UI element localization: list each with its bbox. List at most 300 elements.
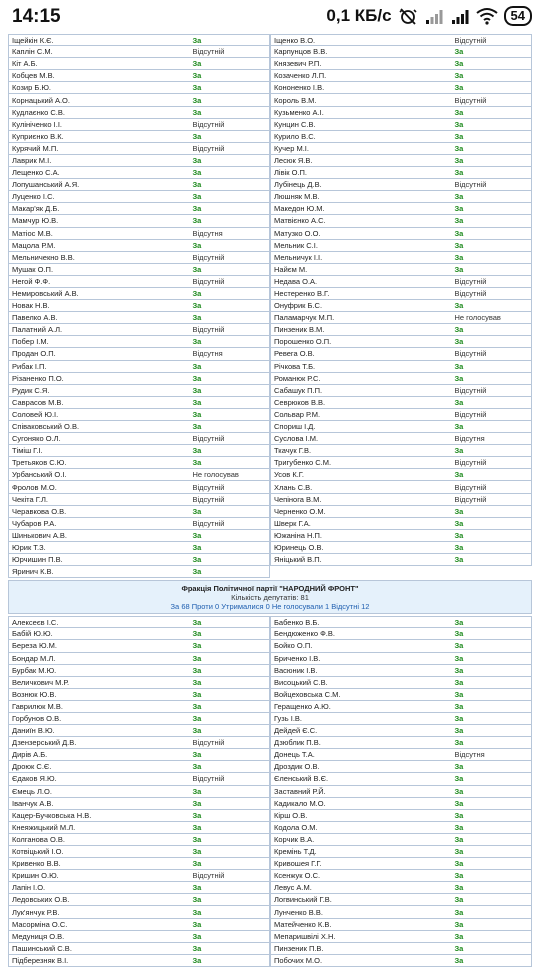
deputy-name: Яніцький В.П. bbox=[274, 555, 322, 565]
vote-result: За bbox=[454, 883, 464, 893]
vote-result: За bbox=[192, 859, 202, 869]
table-row bbox=[270, 252, 532, 264]
table-row bbox=[270, 421, 532, 433]
table-row bbox=[270, 445, 532, 457]
table-row bbox=[270, 931, 532, 943]
vote-result: За bbox=[454, 119, 464, 129]
table-row bbox=[8, 701, 270, 713]
vote-result: За bbox=[454, 264, 464, 274]
vote-result: За bbox=[192, 701, 202, 711]
vote-result: Відсутній bbox=[192, 482, 225, 492]
table-row bbox=[8, 457, 270, 469]
table-row bbox=[270, 870, 532, 882]
deputy-name: Бабенко В.Б. bbox=[274, 617, 320, 627]
deputy-name: Алексеєв І.С. bbox=[12, 617, 59, 627]
table-row bbox=[8, 119, 270, 131]
table-row bbox=[8, 421, 270, 433]
table-row bbox=[8, 481, 270, 493]
deputy-name: Продан О.П. bbox=[12, 349, 56, 359]
deputy-name: Сабашук П.П. bbox=[274, 385, 323, 395]
vote-result: За bbox=[192, 542, 202, 552]
deputy-name: Бриченко І.В. bbox=[274, 653, 321, 663]
vote-result: За bbox=[454, 919, 464, 929]
table-row bbox=[270, 858, 532, 870]
table-row bbox=[8, 725, 270, 737]
deputy-name: Гаврилюк М.В. bbox=[12, 701, 63, 711]
deputy-name: Кузьменко А.І. bbox=[274, 107, 324, 117]
table-row bbox=[270, 506, 532, 518]
deputy-name: Черавкова О.В. bbox=[12, 506, 67, 516]
table-row bbox=[8, 469, 270, 481]
table-row bbox=[270, 518, 532, 530]
table-row bbox=[270, 494, 532, 506]
table-row bbox=[8, 955, 270, 967]
deputy-name: Кацер-Бучковська Н.В. bbox=[12, 810, 92, 820]
table-row bbox=[8, 810, 270, 822]
deputy-name: Козаченко Л.П. bbox=[274, 71, 327, 81]
deputy-name: Мамчур Ю.В. bbox=[12, 216, 59, 226]
vote-result: Відсутня bbox=[192, 228, 223, 238]
table-row bbox=[270, 240, 532, 252]
deputy-name: Дирів А.Б. bbox=[12, 750, 48, 760]
vote-result: За bbox=[192, 458, 202, 468]
vote-result: За bbox=[192, 506, 202, 516]
deputy-name: Пинзеник В.М. bbox=[274, 325, 325, 335]
table-row bbox=[8, 882, 270, 894]
deputy-name: Усов К.Г. bbox=[274, 470, 305, 480]
table-row bbox=[270, 324, 532, 336]
vote-result: Відсутній bbox=[454, 494, 487, 504]
table-row bbox=[8, 894, 270, 906]
table-row bbox=[270, 264, 532, 276]
table-row bbox=[270, 397, 532, 409]
table-row bbox=[8, 616, 270, 628]
vote-result: За bbox=[454, 518, 464, 528]
deputy-name: Кунцин С.В. bbox=[274, 119, 316, 129]
deputy-name: Мельничук І.І. bbox=[274, 252, 323, 262]
table-row bbox=[270, 481, 532, 493]
deputy-name: Куприєнко В.К. bbox=[12, 131, 64, 141]
vote-result: За bbox=[454, 955, 464, 965]
table-row bbox=[8, 530, 270, 542]
table-row bbox=[270, 203, 532, 215]
deputy-name: Мельник С.І. bbox=[274, 240, 318, 250]
table-row bbox=[270, 773, 532, 785]
deputy-name: Котвіцький І.О. bbox=[12, 847, 64, 857]
deputy-name: Кулініченко І.І. bbox=[12, 119, 62, 129]
status-icons bbox=[326, 6, 532, 26]
table-row bbox=[270, 215, 532, 227]
table-row bbox=[270, 882, 532, 894]
table-row bbox=[270, 554, 532, 566]
vote-result: За bbox=[192, 883, 202, 893]
table-row bbox=[8, 773, 270, 785]
vote-result: За bbox=[192, 192, 202, 202]
vote-result: Відсутня bbox=[192, 349, 223, 359]
table-row bbox=[8, 179, 270, 191]
vote-result: Відсутній bbox=[192, 252, 225, 262]
vote-result: Відсутній bbox=[454, 276, 487, 286]
table-row bbox=[270, 834, 532, 846]
table-row bbox=[270, 749, 532, 761]
deputy-name: Висоцький С.В. bbox=[274, 677, 328, 687]
table-row bbox=[270, 433, 532, 445]
vote-result: За bbox=[454, 131, 464, 141]
table-row bbox=[270, 530, 532, 542]
deputy-name: Логвинський Г.В. bbox=[274, 895, 332, 905]
table-row bbox=[8, 518, 270, 530]
vote-result: За bbox=[454, 71, 464, 81]
vote-result: За bbox=[192, 397, 202, 407]
table-row bbox=[270, 167, 532, 179]
deputy-name: Матвієнко А.С. bbox=[274, 216, 326, 226]
table-row bbox=[270, 894, 532, 906]
vote-results-page[interactable] bbox=[0, 34, 540, 965]
deputy-name: Єдаков Я.Ю. bbox=[12, 774, 57, 784]
deputy-name: Ємець Л.О. bbox=[12, 786, 52, 796]
vote-result: За bbox=[454, 373, 464, 383]
vote-result: За bbox=[454, 470, 464, 480]
deputy-name: Масорміна О.С. bbox=[12, 919, 68, 929]
vote-result: Відсутній bbox=[454, 180, 487, 190]
bottom-table-left-column bbox=[8, 616, 270, 967]
vote-result: За bbox=[454, 506, 464, 516]
vote-result: За bbox=[454, 907, 464, 917]
vote-result: За bbox=[454, 931, 464, 941]
vote-result: За bbox=[192, 240, 202, 250]
vote-result: За bbox=[192, 168, 202, 178]
vote-result: Відсутня bbox=[454, 434, 485, 444]
deputy-name: Лопушанський А.Я. bbox=[12, 180, 80, 190]
deputy-name: Яринич К.В. bbox=[12, 567, 54, 577]
vote-result: За bbox=[192, 919, 202, 929]
deputy-name: Кривенко В.В. bbox=[12, 859, 61, 869]
table-row bbox=[8, 858, 270, 870]
deputy-name: Рудик С.Я. bbox=[12, 385, 50, 395]
vote-result: За bbox=[454, 786, 464, 796]
table-row bbox=[8, 542, 270, 554]
deputy-name: Геращенко А.Ю. bbox=[274, 701, 331, 711]
deputy-name: Лубінець Д.В. bbox=[274, 180, 322, 190]
vote-result: За bbox=[192, 798, 202, 808]
deputy-name: Павелко А.В. bbox=[12, 313, 58, 323]
vote-result: За bbox=[454, 689, 464, 699]
deputy-name: Козир Б.Ю. bbox=[12, 83, 52, 93]
table-row bbox=[8, 761, 270, 773]
vote-result: За bbox=[454, 810, 464, 820]
deputy-name: Рибак І.П. bbox=[12, 361, 47, 371]
table-row bbox=[8, 82, 270, 94]
deputy-name: Побочих М.О. bbox=[274, 955, 323, 965]
deputy-name: Хлань С.В. bbox=[274, 482, 313, 492]
table-row bbox=[8, 361, 270, 373]
table-row bbox=[270, 713, 532, 725]
vote-result: За bbox=[192, 155, 202, 165]
table-row bbox=[8, 46, 270, 58]
deputy-name: Побер І.М. bbox=[12, 337, 49, 347]
table-row bbox=[8, 70, 270, 82]
vote-result: За bbox=[192, 834, 202, 844]
deputy-name: Курило В.С. bbox=[274, 131, 316, 141]
table-row bbox=[270, 119, 532, 131]
vote-result: Відсутній bbox=[192, 518, 225, 528]
deputy-name: Романюк Р.С. bbox=[274, 373, 321, 383]
table-row bbox=[8, 300, 270, 312]
vote-result: За bbox=[454, 155, 464, 165]
deputy-name: Соловей Ю.І. bbox=[12, 409, 59, 419]
vote-result: За bbox=[454, 252, 464, 262]
top-table-right-column bbox=[270, 34, 532, 578]
vote-result: За bbox=[192, 530, 202, 540]
table-row bbox=[8, 677, 270, 689]
deputy-name: Дроюк С.Є. bbox=[12, 762, 52, 772]
deputy-name: Дзюблик П.В. bbox=[274, 738, 321, 748]
vote-result: За bbox=[454, 542, 464, 552]
top-table-left-column bbox=[8, 34, 270, 578]
deputy-name: Недава О.А. bbox=[274, 276, 318, 286]
deputy-name: Лесюк Я.В. bbox=[274, 155, 313, 165]
deputy-name: Юринець О.В. bbox=[274, 542, 324, 552]
table-row bbox=[8, 798, 270, 810]
table-row bbox=[8, 834, 270, 846]
deputy-name: Підберезняк В.І. bbox=[12, 955, 69, 965]
vote-result: За bbox=[454, 871, 464, 881]
vote-result: За bbox=[454, 895, 464, 905]
table-row bbox=[270, 373, 532, 385]
deputy-name: Порошенко О.П. bbox=[274, 337, 332, 347]
deputy-name: Вознюк Ю.В. bbox=[12, 689, 57, 699]
deputy-name: Чубаров Р.А. bbox=[12, 518, 57, 528]
vote-result: За bbox=[454, 325, 464, 335]
signal-full-icon bbox=[450, 6, 470, 26]
deputy-name: Матузко О.О. bbox=[274, 228, 321, 238]
deputy-name: Співаковський О.В. bbox=[12, 422, 80, 432]
vote-result: За bbox=[192, 289, 202, 299]
deputy-name: Васюник І.В. bbox=[274, 665, 318, 675]
deputy-name: Мельничекно В.В. bbox=[12, 252, 75, 262]
vote-result: Відсутній bbox=[192, 47, 225, 57]
deputy-name: Ксенжук О.С. bbox=[274, 871, 321, 881]
deputy-name: Заставний Р.Й. bbox=[274, 786, 326, 796]
deputy-name: Каплін С.М. bbox=[12, 47, 53, 57]
vote-result: За bbox=[454, 629, 464, 639]
vote-result: За bbox=[454, 168, 464, 178]
vote-result: Відсутній bbox=[192, 494, 225, 504]
vote-result: За bbox=[192, 35, 202, 45]
table-row bbox=[270, 131, 532, 143]
vote-result: За bbox=[192, 943, 202, 953]
table-row bbox=[270, 810, 532, 822]
table-row bbox=[8, 348, 270, 360]
table-row bbox=[270, 94, 532, 106]
table-row bbox=[270, 469, 532, 481]
vote-result: За bbox=[454, 107, 464, 117]
top-table bbox=[8, 34, 532, 578]
table-row bbox=[8, 445, 270, 457]
deputy-name: Македон Ю.М. bbox=[274, 204, 325, 214]
table-row bbox=[8, 931, 270, 943]
deputy-name: Донець Т.А. bbox=[274, 750, 315, 760]
vote-result: Відсутній bbox=[454, 35, 487, 45]
vote-result: За bbox=[192, 83, 202, 93]
deputy-name: Кодола О.М. bbox=[274, 822, 318, 832]
signal-weak-icon bbox=[424, 6, 444, 26]
deputy-name: Колганова О.В. bbox=[12, 834, 65, 844]
deputy-name: Мепаришвілі Х.Н. bbox=[274, 931, 336, 941]
table-row bbox=[8, 665, 270, 677]
table-row bbox=[8, 34, 270, 46]
table-row bbox=[8, 167, 270, 179]
deputy-name: Кіт А.Б. bbox=[12, 59, 38, 69]
deputy-name: Луценко І.С. bbox=[12, 192, 55, 202]
vote-result: Відсутній bbox=[192, 119, 225, 129]
deputy-name: Лівік О.П. bbox=[274, 168, 307, 178]
table-row bbox=[270, 542, 532, 554]
table-row bbox=[8, 566, 270, 578]
vote-result: За bbox=[192, 301, 202, 311]
table-row bbox=[8, 640, 270, 652]
table-row bbox=[270, 155, 532, 167]
vote-result: За bbox=[454, 847, 464, 857]
vote-result: Відсутній bbox=[454, 482, 487, 492]
table-row bbox=[270, 143, 532, 155]
vote-result: Відсутній bbox=[454, 458, 487, 468]
deputy-name: Найєм М. bbox=[274, 264, 308, 274]
vote-result: Не голосував bbox=[192, 470, 239, 480]
vote-result: За bbox=[192, 180, 202, 190]
table-row bbox=[8, 94, 270, 106]
battery-indicator: 54 bbox=[504, 6, 532, 26]
table-row bbox=[8, 373, 270, 385]
deputy-name: Кучер М.І. bbox=[274, 143, 309, 153]
table-row bbox=[8, 143, 270, 155]
table-row bbox=[8, 628, 270, 640]
deputy-name: Кремінь Т.Д. bbox=[274, 847, 317, 857]
table-row bbox=[270, 628, 532, 640]
vote-result: За bbox=[454, 665, 464, 675]
table-row bbox=[8, 228, 270, 240]
table-row bbox=[8, 689, 270, 701]
vote-result: За bbox=[454, 555, 464, 565]
vote-result: За bbox=[454, 59, 464, 69]
table-row bbox=[270, 725, 532, 737]
deputy-name: Лещенко С.А. bbox=[12, 168, 60, 178]
table-row bbox=[270, 385, 532, 397]
deputy-name: Кудлаєнко С.В. bbox=[12, 107, 65, 117]
vote-result: За bbox=[454, 653, 464, 663]
deputy-name: Іщейкін К.Є. bbox=[12, 35, 54, 45]
vote-result: За bbox=[454, 301, 464, 311]
vote-result: Відсутній bbox=[192, 325, 225, 335]
deputy-name: Тіміш Г.І. bbox=[12, 446, 43, 456]
deputy-name: Тригубенко С.М. bbox=[274, 458, 332, 468]
vote-result: За bbox=[192, 422, 202, 432]
vote-result: За bbox=[454, 798, 464, 808]
table-row bbox=[8, 203, 270, 215]
vote-result: За bbox=[192, 71, 202, 81]
vote-result: За bbox=[454, 204, 464, 214]
vote-result: За bbox=[192, 446, 202, 456]
vote-result: За bbox=[192, 131, 202, 141]
table-row bbox=[270, 616, 532, 628]
vote-result: За bbox=[192, 216, 202, 226]
table-row bbox=[8, 749, 270, 761]
deputy-name: Паламарчук М.П. bbox=[274, 313, 335, 323]
deputy-name: Севрюков В.В. bbox=[274, 397, 326, 407]
deputy-name: Кришин О.Ю. bbox=[12, 871, 59, 881]
deputy-name: Негой Ф.Ф. bbox=[12, 276, 51, 286]
vote-result: Відсутній bbox=[192, 738, 225, 748]
vote-result: За bbox=[192, 955, 202, 965]
vote-result: Відсутній bbox=[192, 871, 225, 881]
deputy-name: Медуниця О.В. bbox=[12, 931, 65, 941]
vote-result: За bbox=[192, 907, 202, 917]
table-row bbox=[270, 737, 532, 749]
deputy-name: Урбанський О.І. bbox=[12, 470, 67, 480]
table-row bbox=[8, 822, 270, 834]
deputy-name: Ткачук Г.В. bbox=[274, 446, 312, 456]
table-row bbox=[270, 798, 532, 810]
deputy-name: Люшняк М.В. bbox=[274, 192, 320, 202]
deputy-name: Кадикало М.О. bbox=[274, 798, 326, 808]
table-row bbox=[270, 701, 532, 713]
deputy-name: Бабій Ю.Ю. bbox=[12, 629, 53, 639]
vote-result: За bbox=[192, 107, 202, 117]
deputy-name: Черненко О.М. bbox=[274, 506, 326, 516]
faction-summary bbox=[8, 580, 532, 614]
deputy-name: Величкович М.Р. bbox=[12, 677, 70, 687]
vote-result: За bbox=[454, 240, 464, 250]
vote-result: За bbox=[192, 204, 202, 214]
vote-result: За bbox=[192, 895, 202, 905]
vote-result: Відсутня bbox=[454, 750, 485, 760]
deputy-name: Чекіта Г.Л. bbox=[12, 494, 48, 504]
vote-result: За bbox=[192, 822, 202, 832]
deputy-name: Ледовських О.В. bbox=[12, 895, 70, 905]
table-row bbox=[8, 494, 270, 506]
vote-result: За bbox=[454, 617, 464, 627]
deputy-name: Ревега О.В. bbox=[274, 349, 315, 359]
vote-result: За bbox=[454, 762, 464, 772]
vote-result: За bbox=[192, 714, 202, 724]
deputy-name: Мацола Р.М. bbox=[12, 240, 56, 250]
faction-title: Фракція Політичної партії "НАРОДНИЙ ФРОНТ" bbox=[181, 584, 359, 594]
vote-result: За bbox=[454, 530, 464, 540]
table-row bbox=[8, 215, 270, 227]
vote-result: За bbox=[454, 397, 464, 407]
vote-result: За bbox=[192, 409, 202, 419]
vote-result: За bbox=[192, 617, 202, 627]
table-row bbox=[270, 906, 532, 918]
table-row bbox=[270, 276, 532, 288]
deputy-name: Спориш І.Д. bbox=[274, 422, 316, 432]
vote-result: За bbox=[454, 943, 464, 953]
vote-result: За bbox=[192, 337, 202, 347]
table-row bbox=[8, 506, 270, 518]
table-row bbox=[270, 653, 532, 665]
deputy-name: Онуфрик Б.С. bbox=[274, 301, 323, 311]
vote-result: За bbox=[454, 701, 464, 711]
table-row bbox=[270, 955, 532, 967]
vote-result: Не голосував bbox=[454, 313, 501, 323]
vote-result: За bbox=[454, 192, 464, 202]
vote-result: За bbox=[454, 834, 464, 844]
table-row bbox=[270, 336, 532, 348]
table-row bbox=[8, 554, 270, 566]
faction-stats: За 68 Проти 0 Утрималися 0 Не голосували 1 Відсутні 12 bbox=[170, 602, 370, 612]
table-row bbox=[270, 34, 532, 46]
vote-result: За bbox=[192, 847, 202, 857]
